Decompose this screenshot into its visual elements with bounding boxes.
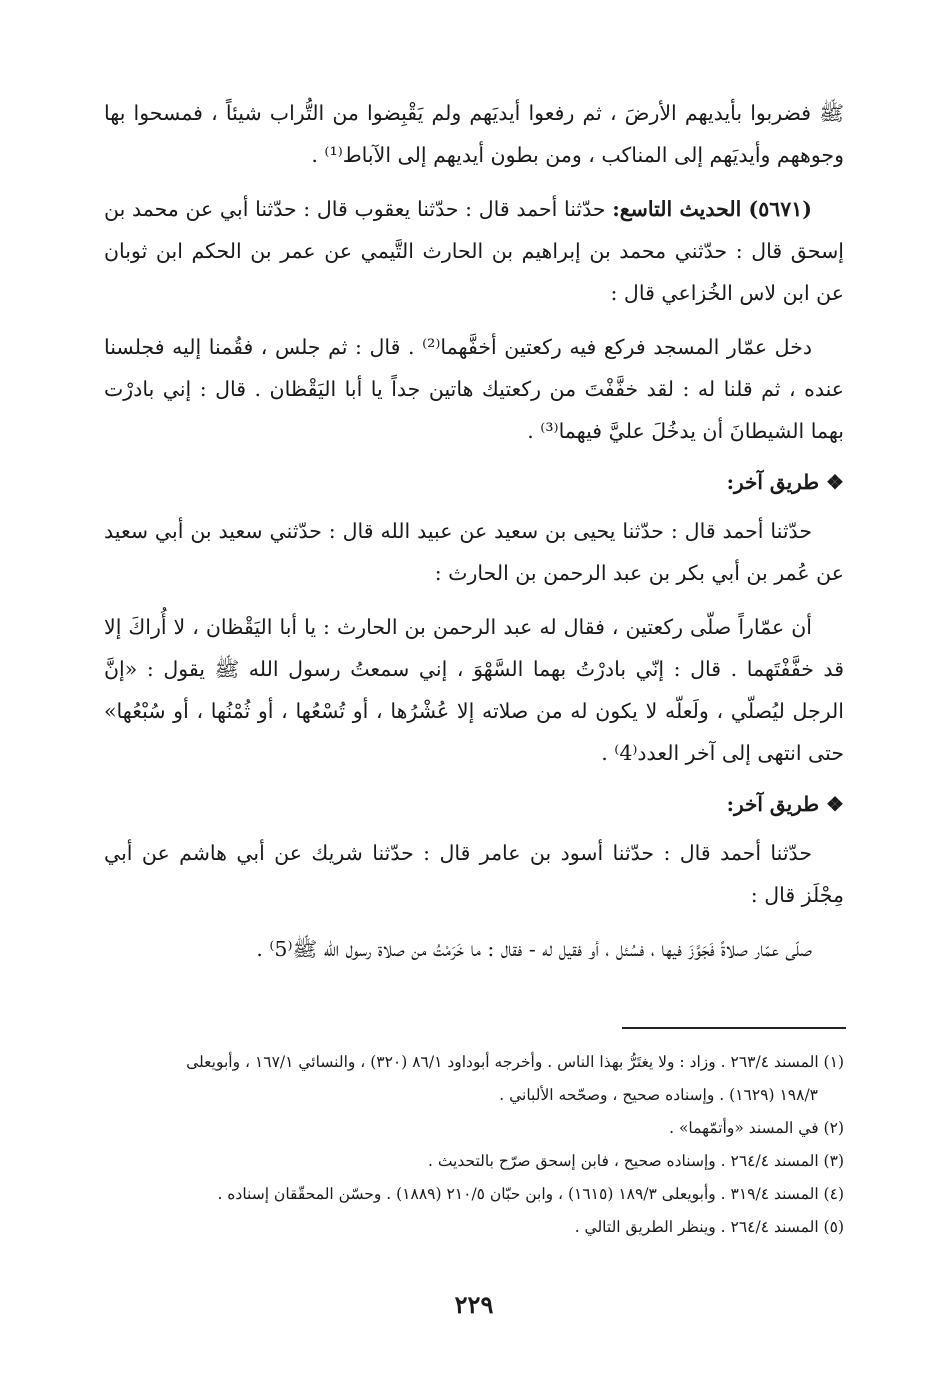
hadith-heading: (٥٦٧١) الحديث التاسع: [612,197,812,221]
hadith-chain: حدّثنا أحمد قال : حدّثنا يعقوب قال : حدّثنا أبي عن محمد بن إسحق قال : حدّثني محمد بن إبراهيم بن الحارث التَّيمي عن عمر بن الحكم ابن ثوبان عن ابن لاس الخُزاعي قال : [104,197,844,305]
hadith-text: دخل عمّار المسجد فركع فيه ركعتين أخفَّهما⁽²⁾ . قال : ثم جلس ، فقُمنا إليه فجلسنا عنده ، ثم قلنا له : لقد خفَّفْتَ من ركعتيك هاتين جداً يا أبا اليَقْظان . قال : إني بادرْت بهما الشيطانَ أن يدخُلَ عليَّ فيهما⁽³⁾ . [104,335,844,443]
footnote-1-continued: ١٩٨/٣ (١٦٢٩) . وإسناده صحيح ، وصحّحه الألباني . [499,1086,818,1104]
footnote-separator [622,1027,846,1029]
route-chain-1: حدّثنا أحمد قال : حدّثنا يحيى بن سعيد عن عبيد الله قال : حدّثني سعيد بن أبي سعيد عن عُمر بن أبي بكر بن عبد الرحمن بن الحارث : [104,519,844,585]
footnote-3: (٣) المسند ٢٦٤/٤ . وإسناده صحيح ، فابن إسحق صرّح بالتحديث . [427,1152,844,1170]
footnote-2: (٢) في المسند «وأتمّهما» . [669,1119,844,1137]
page-number: ٢٢٩ [454,1290,494,1319]
paragraph-continuation: ﷺ فضربوا بأيديهم الأرضَ ، ثم رفعوا أيديَهم ولم يَقْبِضوا من التُّراب شيئاً ، فمسحوا بها وجوههم وأيديَهم إلى المناكب ، ومن بطون أيديهم إلى الآباط⁽¹⁾ . [104,101,844,167]
route-chain-2: حدّثنا أحمد قال : حدّثنا أسود بن عامر قال : حدّثنا شريك عن أبي هاشم عن أبي مِجْلَز قال : [104,841,844,907]
main-text [104,92,844,982]
route-text-2: صلّى عمّار صلاةً فَجَوَّزَ فيها ، فسُئل ، أو فقيل له - فقال : ما خَرَمْتُ من صلاة رسول الله ﷺ⁽5⁾ . [256,937,812,961]
footnote-4: (٤) المسند ٣١٩/٤ . وأبويعلى ١٨٩/٣ (١٦١٥) ، وابن حبّان ٢١٠/٥ (١٨٨٩) . وحسّن المحقّقان إسناده . [217,1185,844,1203]
route-heading-2: ❖ طريق آخر: [726,792,844,816]
hadith-nine-paragraph [104,188,844,314]
footnote-1: (١) المسند ٢٦٣/٤ . وزاد : ولا يغتَرُّ بهذا الناس . وأخرجه أبوداود ٨٦/١ (٣٢٠) ، والنسائي ١٦٧/١ ، وأبويعلى [186,1053,844,1071]
route-text-1: أن عمّاراً صلّى ركعتين ، فقال له عبد الرحمن بن الحارث : يا أبا اليَقْظان ، لا أُراكَ إلا قد خفَّفْتَهما . قال : إنّي بادرْتُ بهما السَّهْوَ ، إني سمعتُ رسول الله ﷺ يقول : «إنَّ الرجل ليُصلّي ، ولَعلّه لا يكون له من صلاته إلا عُشْرُها ، أو تُسْعُها ، أو ثُمْنُها ، أو سُبْعُها» حتى انتهى إلى آخر العدد⁽4⁾ . [104,615,844,765]
footnotes [104,1046,844,1244]
route-heading-1: ❖ طريق آخر: [726,470,844,494]
footnote-5: (٥) المسند ٢٦٤/٤ . وينظر الطريق التالي . [574,1218,844,1236]
